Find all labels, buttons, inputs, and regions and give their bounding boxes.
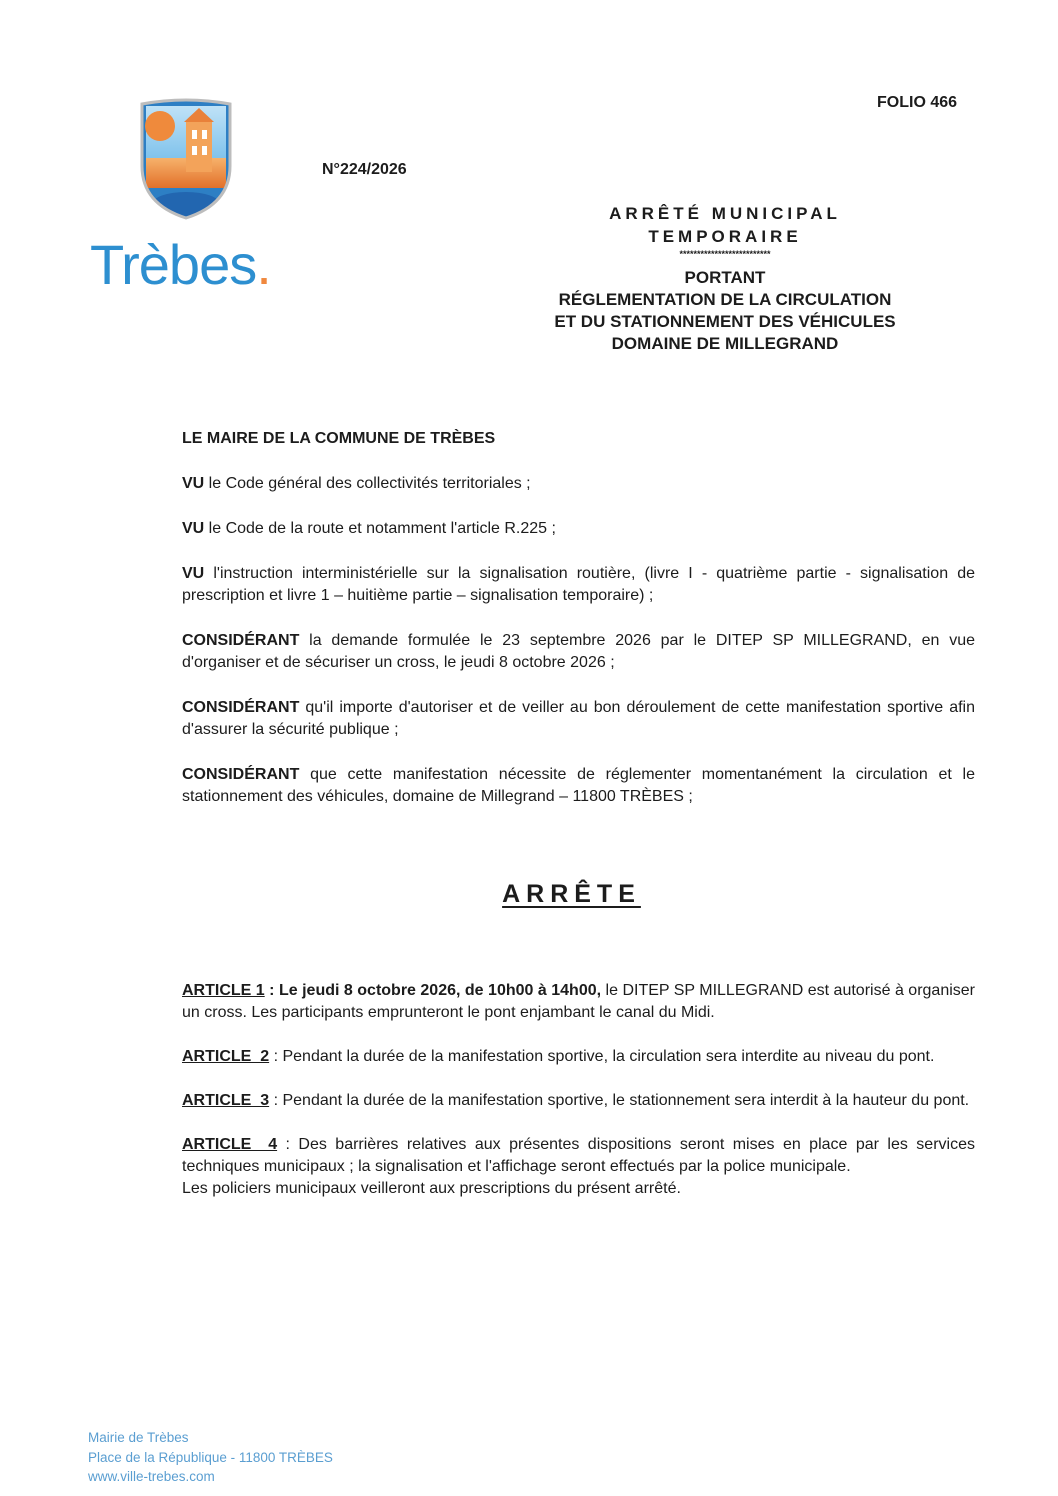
article-label: ARTICLE 4: [182, 1136, 278, 1153]
keyword: VU: [182, 565, 205, 582]
keyword: VU: [182, 475, 205, 492]
article-text: Pendant la durée de la manifestation sportive, la circulation sera interdite au niveau du pont.: [282, 1048, 935, 1065]
footer-website: www.ville-trebes.com: [88, 1469, 215, 1484]
article-4: ARTICLE 4 : Des barrières relatives aux présentes dispositions seront mises en place par les services techniques municipaux ; la signalisation et l'affichage seront effectués par la police municipale.: [182, 1136, 975, 1175]
mayor-heading: LE MAIRE DE LA COMMUNE DE TRÈBES: [182, 430, 496, 447]
preamble-paragraph: [182, 563, 975, 607]
paragraph-text: le Code de la route et notamment l'article R.225 ;: [204, 520, 556, 537]
title-separator: **************************: [679, 249, 771, 259]
paragraph-text: la demande formulée le 23 septembre 2026 par le DITEP SP MILLEGRAND, en vue d'organiser et de sécuriser un cross, le jeudi 8 octobre 2026 ;: [182, 632, 975, 671]
keyword: VU: [182, 520, 205, 537]
decree-title-temporary: TEMPORAIRE: [648, 227, 802, 246]
article-label: ARTICLE 3: [182, 1092, 270, 1109]
subject-line: DOMAINE DE MILLEGRAND: [611, 334, 839, 353]
paragraph-text: que cette manifestation nécessite de réglementer momentanément la circulation et le stationnement des véhicules, domaine de Millegrand – 11800 TRÈBES ;: [182, 766, 975, 805]
trebes-logo-text: Trèbes.: [90, 233, 271, 296]
paragraph-text: qu'il importe d'autoriser et de veiller au bon déroulement de cette manifestation sportive afin d'assurer la sécurité publique ;: [182, 699, 975, 738]
footer-address: [88, 1428, 333, 1487]
paragraph-text: l'instruction interministérielle sur la signalisation routière, (livre I - quatrième partie - signalisation de prescription et livre 1 – huitième partie – signalisation temporaire) ;: [182, 565, 975, 604]
article-2: ARTICLE 2 : Pendant la durée de la manifestation sportive, la circulation sera interdite au niveau du pont.: [182, 1048, 935, 1065]
keyword: CONSIDÉRANT: [182, 766, 300, 783]
trebes-crest-logo: [136, 96, 236, 222]
preamble-paragraph: [182, 473, 975, 495]
article-text: Des barrières relatives aux présentes dispositions seront mises en place par les services techniques municipaux ; la signalisation et l'affichage seront effectués par la police municipale.: [182, 1136, 975, 1175]
footer-town-hall: Mairie de Trèbes: [88, 1430, 189, 1445]
article-label: ARTICLE 1: [182, 982, 265, 999]
subject-line: PORTANT: [684, 268, 766, 287]
keyword: CONSIDÉRANT: [182, 699, 300, 716]
subject-line: RÉGLEMENTATION DE LA CIRCULATION: [558, 290, 892, 309]
footer-street: Place de la République - 11800 TRÈBES: [88, 1449, 333, 1465]
preamble-paragraph: [182, 518, 975, 540]
paragraph-text: le Code général des collectivités territoriales ;: [204, 475, 531, 492]
decree-title: ARRÊTÉ MUNICIPAL: [609, 204, 841, 223]
preamble-paragraph: [182, 697, 975, 741]
articles: [182, 980, 975, 1200]
arrete-heading: ARRÊTE: [502, 880, 641, 908]
preamble: [182, 428, 975, 831]
article-1: ARTICLE 1 : Le jeudi 8 octobre 2026, de 10h00 à 14h00, le DITEP SP MILLEGRAND est autorisé à organiser un cross. Les participants emprunteront le pont enjambant le canal du Midi.: [182, 982, 976, 1021]
article-date: Le jeudi 8 octobre 2026, de 10h00 à 14h00,: [278, 982, 602, 999]
article-3: ARTICLE 3 : Pendant la durée de la manifestation sportive, le stationnement sera interdit à la hauteur du pont.: [182, 1092, 970, 1109]
article-text: le DITEP SP MILLEGRAND est autorisé à organiser un cross. Les participants emprunteront le pont enjambant le canal du Midi.: [182, 982, 976, 1021]
subject-line: ET DU STATIONNEMENT DES VÉHICULES: [554, 312, 896, 331]
keyword: CONSIDÉRANT: [182, 632, 300, 649]
preamble-paragraph: [182, 764, 975, 808]
decree-title-block: [520, 204, 930, 355]
decree-subject: [520, 267, 930, 355]
article-text: Pendant la durée de la manifestation sportive, le stationnement sera interdit à la hauteur du pont.: [282, 1092, 970, 1109]
folio-number: FOLIO 466: [877, 94, 958, 111]
article-4-extra: Les policiers municipaux veilleront aux prescriptions du présent arrêté.: [182, 1180, 681, 1197]
article-label: ARTICLE 2: [182, 1048, 270, 1065]
decree-number: N°224/2026: [322, 161, 407, 178]
preamble-paragraph: [182, 630, 975, 674]
